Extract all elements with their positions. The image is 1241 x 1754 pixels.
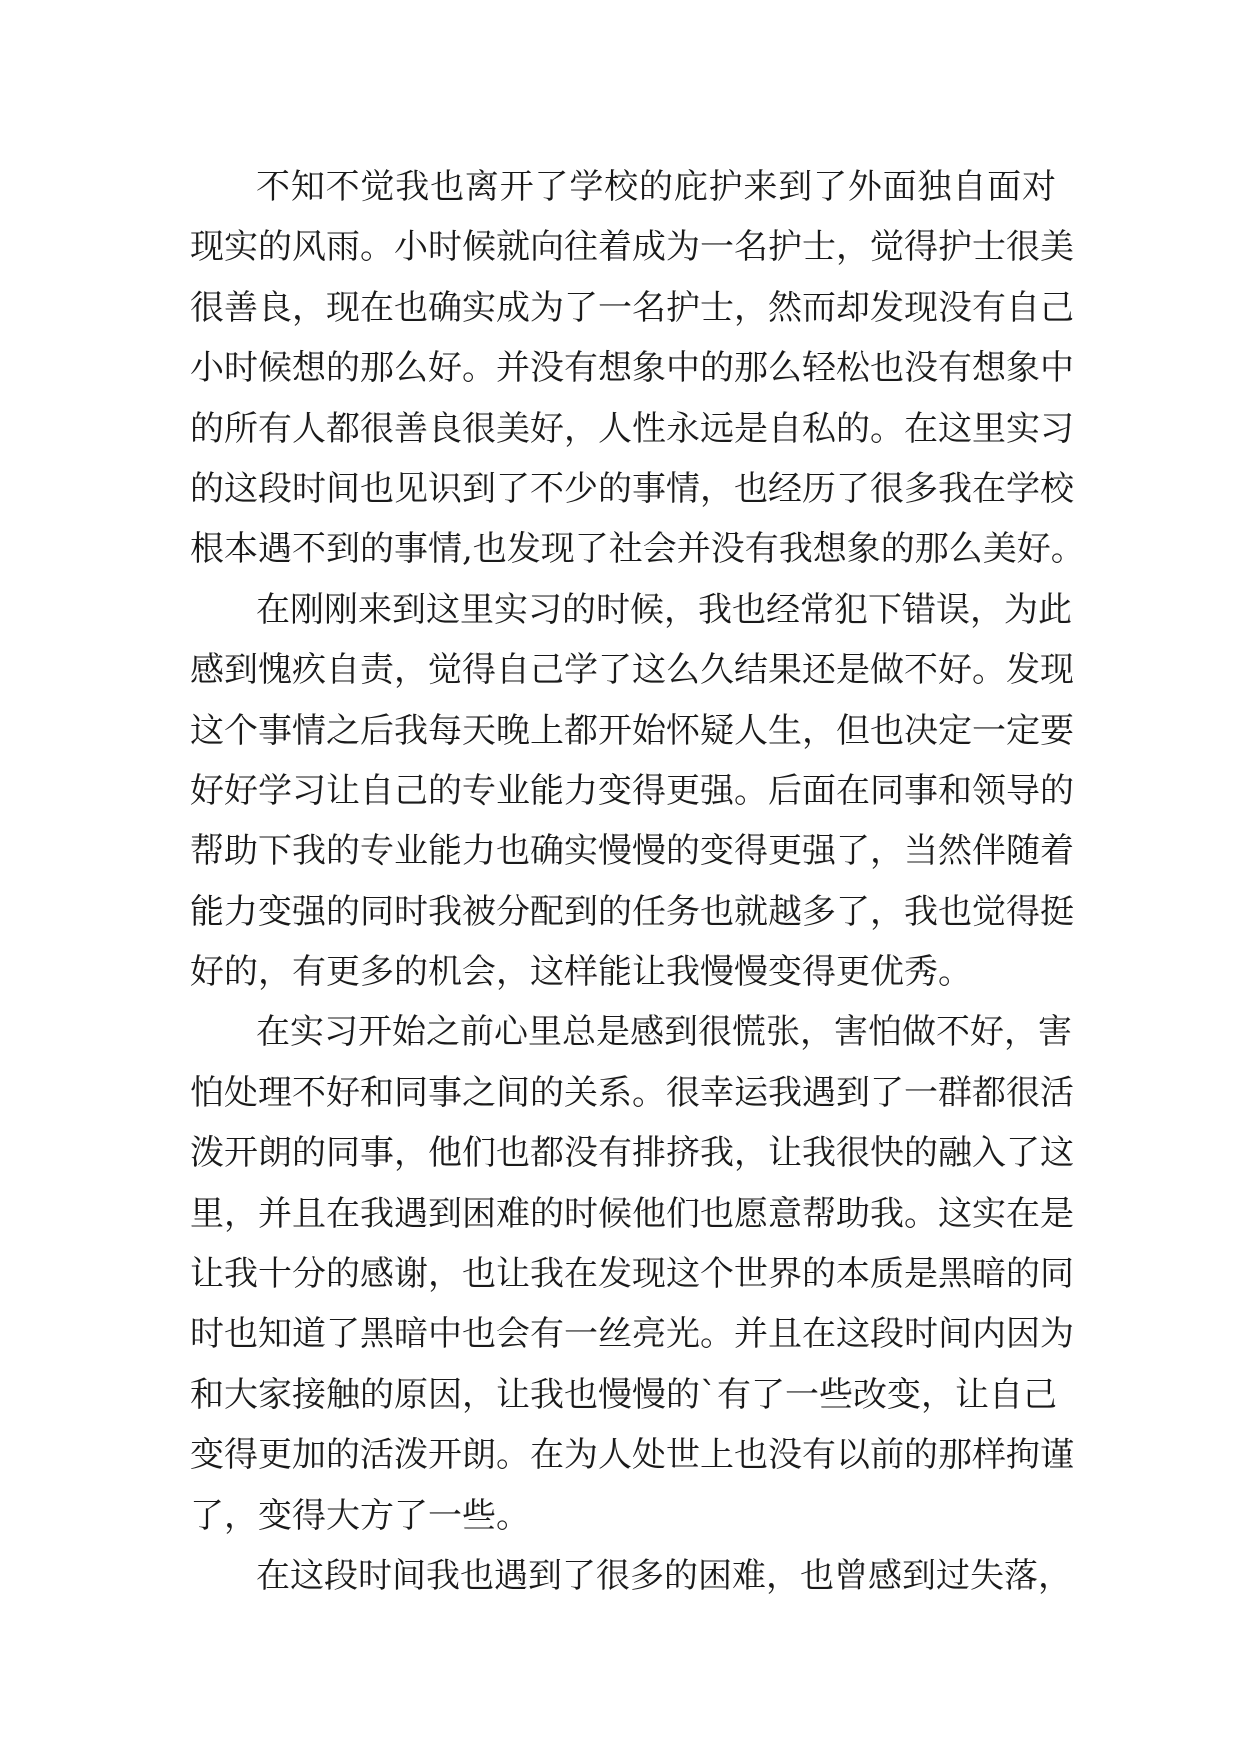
paragraph-line: 的所有人都很善良很美好，人性永远是自私的。在这里实习 — [190, 408, 1074, 449]
paragraph-line: 和大家接触的原因，让我也慢慢的`有了一些改变，让自己 — [190, 1374, 1057, 1415]
paragraph-line: 这个事情之后我每天晚上都开始怀疑人生，但也决定一定要 — [190, 710, 1074, 751]
paragraph-line: 了，变得大方了一些。 — [190, 1495, 530, 1536]
paragraph-line: 让我十分的感谢，也让我在发现这个世界的本质是黑暗的同 — [190, 1254, 1074, 1295]
paragraph-line: 里，并且在我遇到困难的时候他们也愿意帮助我。这实在是 — [190, 1193, 1074, 1234]
paragraph-line: 的这段时间也见识到了不少的事情，也经历了很多我在学校 — [190, 468, 1074, 509]
paragraph-line: 怕处理不好和同事之间的关系。很幸运我遇到了一群都很活 — [190, 1072, 1074, 1113]
paragraph-line: 小时候想的那么好。并没有想象中的那么轻松也没有想象中 — [190, 348, 1074, 389]
paragraph-first-line: 在这段时间我也遇到了很多的困难，也曾感到过失落， — [256, 1555, 1072, 1596]
paragraph-line: 好的，有更多的机会，这样能让我慢慢变得更优秀。 — [190, 952, 972, 993]
paragraph-first-line: 在实习开始之前心里总是感到很慌张，害怕做不好，害 — [256, 1012, 1072, 1053]
paragraph-line: 根本遇不到的事情,也发现了社会并没有我想象的那么美好。 — [190, 529, 1085, 570]
paragraph-line: 能力变强的同时我被分配到的任务也就越多了，我也觉得挺 — [190, 891, 1074, 932]
paragraph-line: 感到愧疚自责，觉得自己学了这么久结果还是做不好。发现 — [190, 650, 1074, 691]
paragraph-line: 帮助下我的专业能力也确实慢慢的变得更强了，当然伴随着 — [190, 831, 1074, 872]
document-body — [190, 157, 1085, 1606]
paragraph-first-line: 在刚刚来到这里实习的时候，我也经常犯下错误，为此 — [256, 589, 1072, 630]
paragraph-line: 好好学习让自己的专业能力变得更强。后面在同事和领导的 — [190, 770, 1074, 811]
paragraph-line: 很善良，现在也确实成为了一名护士，然而却发现没有自己 — [190, 287, 1074, 328]
paragraph-line: 时也知道了黑暗中也会有一丝亮光。并且在这段时间内因为 — [190, 1314, 1074, 1355]
paragraph-line: 泼开朗的同事，他们也都没有排挤我，让我很快的融入了这 — [190, 1133, 1074, 1174]
paragraph-line: 变得更加的活泼开朗。在为人处世上也没有以前的那样拘谨 — [190, 1435, 1074, 1476]
paragraph-first-line: 不知不觉我也离开了学校的庇护来到了外面独自面对 — [256, 167, 1056, 207]
paragraph-line: 现实的风雨。小时候就向往着成为一名护士，觉得护士很美 — [190, 227, 1074, 268]
